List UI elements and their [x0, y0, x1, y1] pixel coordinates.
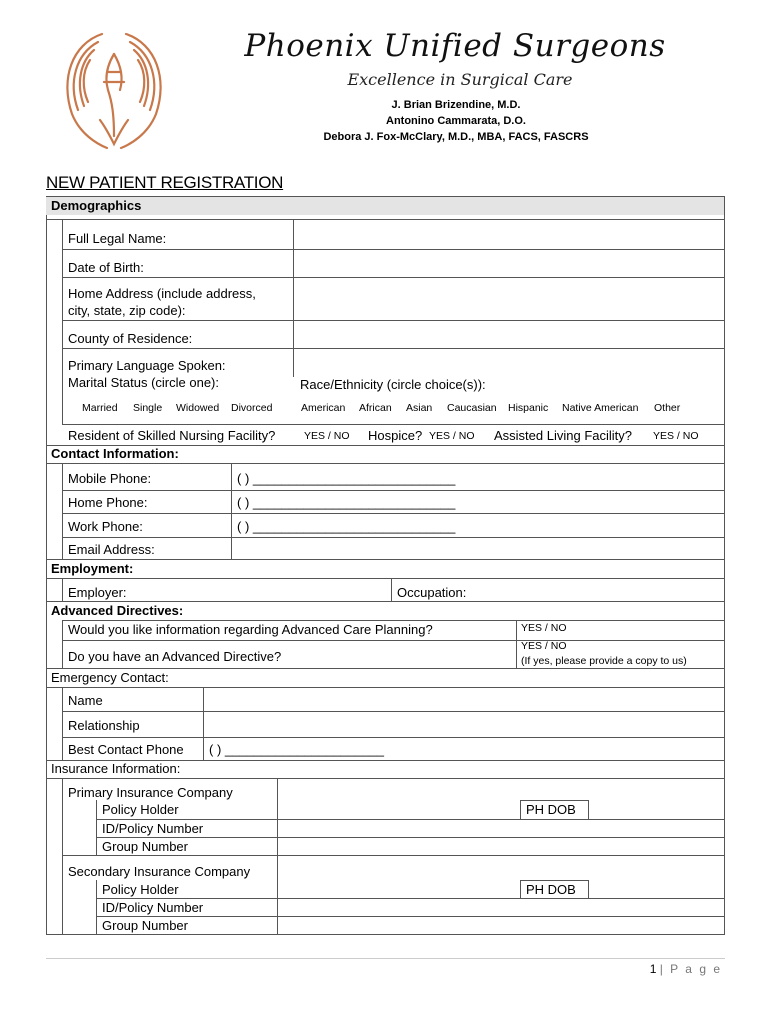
secondary-policy-number-label: ID/Policy Number [102, 900, 204, 915]
employment-section-header: Employment: [51, 561, 134, 576]
advanced-care-yes-no[interactable]: YES / NO [521, 622, 567, 634]
form-left-border [46, 196, 47, 934]
race-option-other[interactable]: Other [654, 402, 681, 414]
form-title: NEW PATIENT REGISTRATION [46, 173, 284, 192]
advanced-directive-question: Do you have an Advanced Directive? [68, 649, 282, 664]
dob-label: Date of Birth: [68, 260, 144, 275]
form-right-border [724, 196, 725, 934]
marital-option-married[interactable]: Married [82, 402, 118, 414]
emergency-name-label: Name [68, 693, 103, 708]
emergency-section-header: Emergency Contact: [51, 670, 169, 685]
advanced-directive-yes-no[interactable]: YES / NO [521, 640, 567, 652]
practice-name: Phoenix Unified Surgeons [244, 28, 666, 64]
doctor-2: Antonino Cammarata, D.O. [386, 115, 526, 127]
page-word: | P a g e [659, 962, 722, 976]
work-phone-field[interactable]: ( ) ____________________________ [237, 519, 456, 534]
secondary-policy-holder-label: Policy Holder [102, 882, 179, 897]
secondary-insurance-label: Secondary Insurance Company [68, 864, 251, 879]
hospice-yes-no[interactable]: YES / NO [429, 430, 475, 442]
snf-yes-no[interactable]: YES / NO [304, 430, 350, 442]
secondary-ph-dob-label: PH DOB [526, 882, 576, 897]
secondary-insurance-field[interactable] [278, 856, 724, 880]
race-option-african[interactable]: African [359, 402, 392, 414]
primary-insurance-field[interactable] [278, 779, 724, 800]
demographics-section-header: Demographics [46, 197, 724, 215]
emergency-relationship-label: Relationship [68, 718, 140, 733]
advanced-care-question: Would you like information regarding Advanced Care Planning? [68, 622, 433, 637]
hospice-label: Hospice? [368, 428, 423, 443]
full-name-label: Full Legal Name: [68, 231, 167, 246]
home-phone-field[interactable]: ( ) ____________________________ [237, 495, 456, 510]
race-option-asian[interactable]: Asian [406, 402, 433, 414]
emergency-name-field[interactable] [204, 688, 724, 711]
phoenix-logo [52, 24, 176, 152]
form-bottom-border [46, 934, 725, 935]
address-label-line-2: city, state, zip code): [68, 303, 186, 318]
emergency-phone-label: Best Contact Phone [68, 742, 184, 757]
county-field[interactable] [294, 321, 724, 348]
primary-policy-number-label: ID/Policy Number [102, 821, 204, 836]
mobile-phone-label: Mobile Phone: [68, 471, 152, 486]
marital-status-label: Marital Status (circle one): [68, 375, 219, 390]
emergency-relationship-field[interactable] [204, 712, 724, 737]
contact-section-header: Contact Information: [51, 446, 179, 461]
race-label: Race/Ethnicity (circle choice(s)): [300, 377, 486, 392]
marital-option-widowed[interactable]: Widowed [176, 402, 220, 414]
email-label: Email Address: [68, 542, 155, 557]
email-field[interactable] [232, 538, 724, 559]
advanced-directive-note: (If yes, please provide a copy to us) [521, 655, 687, 667]
footer-divider [46, 958, 725, 959]
directives-section-header: Advanced Directives: [51, 603, 184, 618]
mobile-phone-field[interactable]: ( ) ____________________________ [237, 471, 456, 486]
practice-tagline: Excellence in Surgical Care [347, 70, 573, 89]
doctor-1: J. Brian Brizendine, M.D. [391, 99, 521, 111]
address-field[interactable] [294, 278, 724, 320]
language-label: Primary Language Spoken: [68, 358, 226, 373]
assisted-living-label: Assisted Living Facility? [494, 428, 632, 443]
primary-ph-dob-label: PH DOB [526, 802, 576, 817]
marital-option-single[interactable]: Single [133, 402, 163, 414]
county-label: County of Residence: [68, 331, 193, 346]
secondary-group-number-label: Group Number [102, 918, 188, 933]
page-footer [650, 962, 722, 976]
primary-insurance-label: Primary Insurance Company [68, 785, 233, 800]
race-option-hispanic[interactable]: Hispanic [508, 402, 549, 414]
marital-option-divorced[interactable]: Divorced [231, 402, 273, 414]
home-phone-label: Home Phone: [68, 495, 148, 510]
race-option-native-american[interactable]: Native American [562, 402, 639, 414]
assisted-living-yes-no[interactable]: YES / NO [653, 430, 699, 442]
occupation-label: Occupation: [397, 585, 467, 600]
dob-field[interactable] [294, 250, 724, 277]
full-name-field[interactable] [294, 220, 724, 249]
address-label-line-1: Home Address (include address, [68, 286, 256, 301]
emergency-phone-field[interactable]: ( ) ______________________ [209, 742, 384, 757]
primary-policy-holder-label: Policy Holder [102, 802, 179, 817]
insurance-section-header: Insurance Information: [51, 761, 181, 776]
race-option-caucasian[interactable]: Caucasian [447, 402, 497, 414]
work-phone-label: Work Phone: [68, 519, 143, 534]
page-number: 1 [649, 962, 657, 976]
doctor-3: Debora J. Fox-McClary, M.D., MBA, FACS, FASCRS [323, 131, 589, 143]
primary-group-number-label: Group Number [102, 839, 188, 854]
snf-label: Resident of Skilled Nursing Facility? [68, 428, 276, 443]
employer-label: Employer: [68, 585, 127, 600]
language-field[interactable] [294, 349, 724, 375]
race-option-american[interactable]: American [301, 402, 346, 414]
